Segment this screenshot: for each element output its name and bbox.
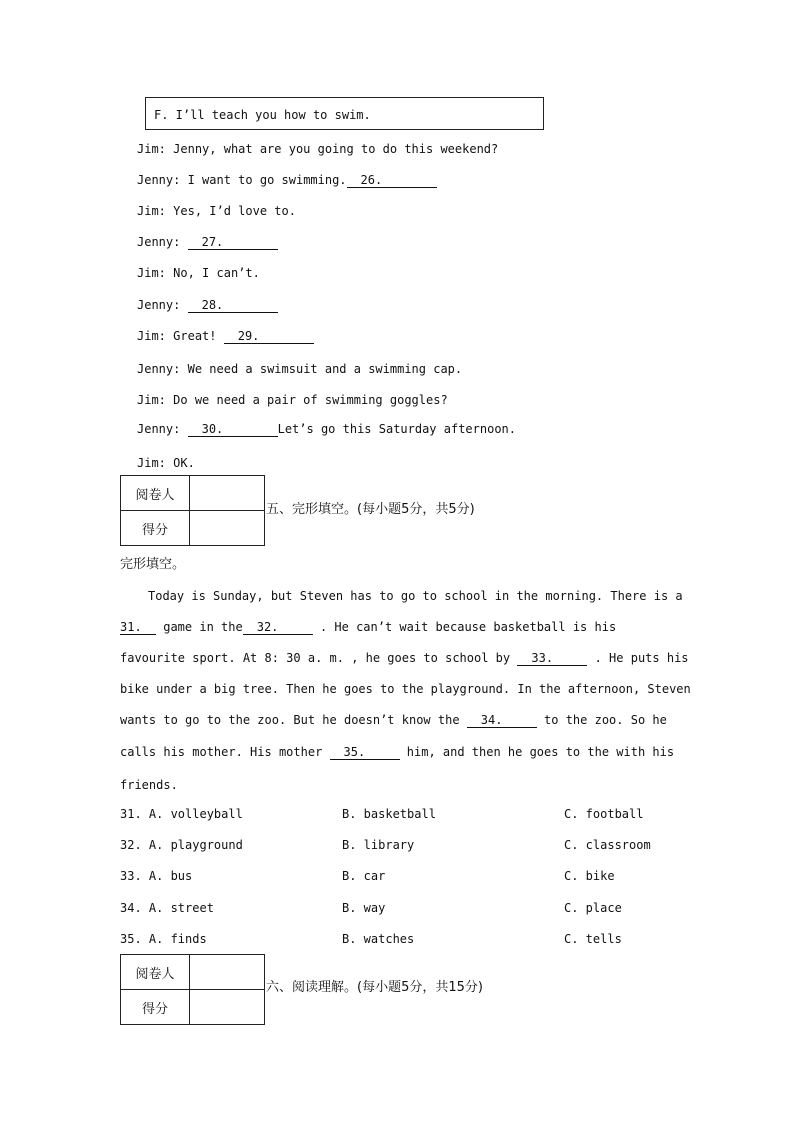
option-35-b[interactable]: B. watches — [342, 932, 415, 946]
option-33-b[interactable]: B. car — [342, 869, 386, 883]
passage-line-7: friends. — [120, 778, 178, 792]
passage-line-5: wants to go to the zoo. But he doesn’t know the 34. to the zoo. So he — [120, 713, 667, 727]
option-33-c[interactable]: C. bike — [564, 869, 615, 883]
reviewer-label: 阅卷人 — [121, 476, 190, 511]
reviewer-cell[interactable] — [190, 955, 265, 990]
dialogue-line-10: Jenny: 30. Let’s go this Saturday afternoon. — [137, 422, 517, 436]
reviewer-label: 阅卷人 — [121, 955, 190, 990]
blank-35[interactable]: 35. — [330, 745, 400, 760]
blank-26[interactable]: 26. — [347, 173, 437, 188]
dialogue-line-8: Jenny: We need a swimsuit and a swimming cap. — [137, 362, 463, 376]
score-label: 得分 — [121, 990, 190, 1025]
blank-31[interactable]: 31. — [120, 620, 156, 635]
dialogue-line-1: Jim: Jenny, what are you going to do this weekend? — [137, 142, 499, 156]
dialogue-line-4: Jenny: 27. — [137, 234, 278, 250]
score-table-5 — [120, 475, 265, 546]
blank-33[interactable]: 33. — [517, 651, 587, 666]
option-32-b[interactable]: B. library — [342, 838, 415, 852]
dialogue-line-11: Jim: OK. — [137, 456, 195, 470]
passage-line-1: Today is Sunday, but Steven has to go to school in the morning. There is a — [148, 589, 683, 603]
dialogue-line-6: Jenny: 28. — [137, 297, 278, 313]
blank-28[interactable]: 28. — [188, 298, 278, 313]
dialogue-line-3: Jim: Yes, I’d love to. — [137, 204, 296, 218]
score-table-6 — [120, 954, 265, 1025]
option-31-c[interactable]: C. football — [564, 807, 644, 821]
section5-subheading: 完形填空。 — [120, 557, 186, 572]
blank-34[interactable]: 34. — [467, 713, 537, 728]
reviewer-cell[interactable] — [190, 476, 265, 511]
section5-heading: 五、完形填空。(每小题5分，共5分) — [266, 502, 475, 517]
option-34-b[interactable]: B. way — [342, 901, 386, 915]
passage-line-2: 31. game in the 32. . He can’t wait because basketball is his — [120, 620, 617, 634]
option-34-a[interactable]: 34. A. street — [120, 901, 214, 915]
option-f-box — [145, 97, 544, 130]
option-31-b[interactable]: B. basketball — [342, 807, 436, 821]
option-33-a[interactable]: 33. A. bus — [120, 869, 193, 883]
passage-line-4: bike under a big tree. Then he goes to the playground. In the afternoon, Steven — [120, 682, 691, 696]
option-32-c[interactable]: C. classroom — [564, 838, 651, 852]
blank-30[interactable]: 30. — [188, 422, 278, 437]
option-35-a[interactable]: 35. A. finds — [120, 932, 207, 946]
dialogue-line-5: Jim: No, I can’t. — [137, 266, 260, 280]
dialogue-line-7: Jim: Great! 29. — [137, 328, 314, 344]
dialogue-line-2: Jenny: I want to go swimming. 26. — [137, 172, 437, 188]
blank-27[interactable]: 27. — [188, 235, 278, 250]
section6-heading: 六、阅读理解。(每小题5分，共15分) — [266, 980, 483, 995]
option-35-c[interactable]: C. tells — [564, 932, 622, 946]
option-f-text: F. I’ll teach you how to swim. — [154, 108, 371, 122]
option-34-c[interactable]: C. place — [564, 901, 622, 915]
blank-32[interactable]: 32. — [243, 620, 313, 635]
option-32-a[interactable]: 32. A. playground — [120, 838, 243, 852]
score-cell[interactable] — [190, 990, 265, 1025]
score-label: 得分 — [121, 511, 190, 546]
passage-line-3: favourite sport. At 8: 30 a. m. , he goes to school by 33. . He puts his — [120, 651, 689, 665]
dialogue-line-9: Jim: Do we need a pair of swimming goggles? — [137, 393, 448, 407]
passage-line-6: calls his mother. His mother 35. him, and then he goes to the with his — [120, 745, 675, 759]
blank-29[interactable]: 29. — [224, 329, 314, 344]
score-cell[interactable] — [190, 511, 265, 546]
option-31-a[interactable]: 31. A. volleyball — [120, 807, 243, 821]
